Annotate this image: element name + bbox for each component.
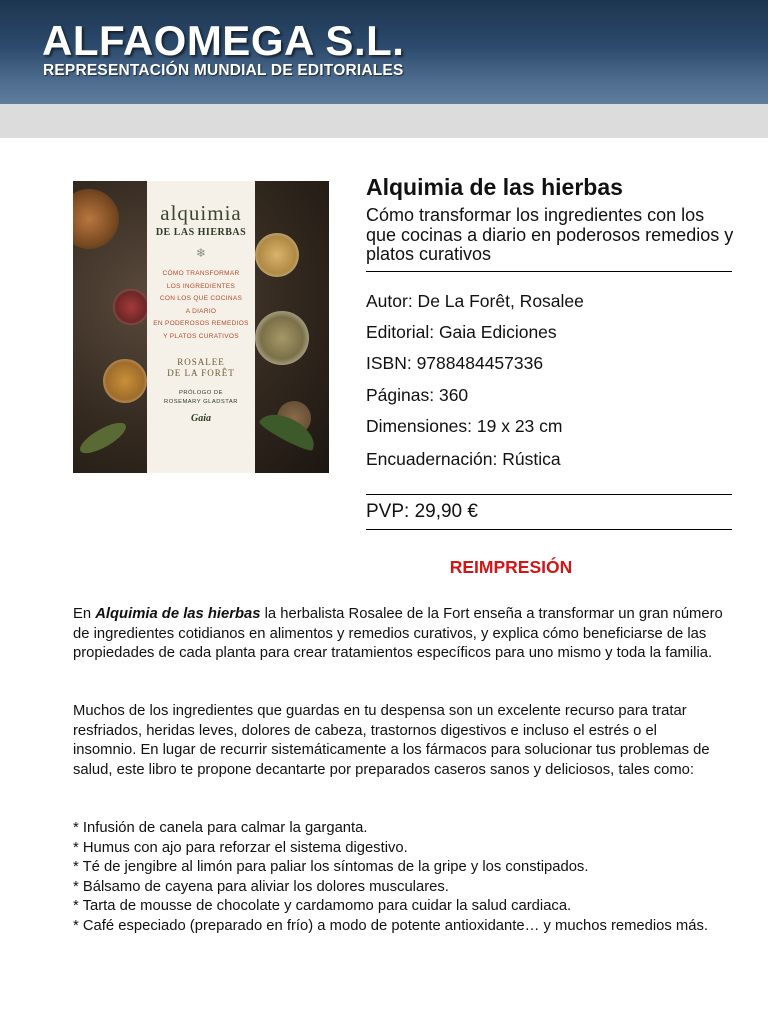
book-binding: Encuadernación: Rústica — [366, 449, 561, 469]
reprint-status: REIMPRESIÓN — [449, 557, 573, 577]
description-paragraph-2: Muchos de los ingredientes que guardas en tu despensa son un excelente recurso para tratar resfriados, heridas leves, dolores de cabeza, trastornos digestivos e incluso el estrés o el insomnio. En lugar de recurrir sistemáticamente a los fármacos para solucionar tus problemas de salud, este libro te propone decantarte por preparados caseros sanos y deliciosos, tales como: — [73, 703, 710, 778]
header-band — [0, 104, 768, 138]
book-title: Alquimia de las hierbas — [366, 174, 623, 200]
remedies-list — [73, 819, 723, 937]
cover-prolog-line: ROSEMARY GLADSTAR — [164, 399, 238, 405]
title-divider — [366, 271, 732, 272]
cover-author-line: DE LA FORÊT — [167, 368, 235, 378]
list-item: * Humus con ajo para reforzar el sistema digestivo. — [73, 839, 408, 856]
description-book-title: Alquimia de las hierbas — [95, 606, 261, 622]
book-author: Autor: De La Forêt, Rosalee — [366, 291, 584, 311]
description-prefix: En — [73, 606, 96, 622]
cover-prolog — [147, 389, 255, 407]
book-price: PVP: 29,90 € — [366, 501, 478, 522]
cover-bowl-decoration — [103, 359, 147, 403]
cover-subtitle-line: CÓMO TRANSFORMAR — [162, 270, 240, 277]
cover-bowl-decoration — [255, 311, 309, 365]
list-item: * Bálsamo de cayena para aliviar los dolores musculares. — [73, 878, 449, 895]
site-header — [0, 0, 768, 104]
book-cover-image — [73, 181, 329, 473]
list-item: * Café especiado (preparado en frío) a modo de potente antioxidante… y muchos remedios más. — [73, 917, 708, 934]
cover-title-secondary: DE LAS HIERBAS — [155, 227, 247, 238]
cover-bowl-decoration — [73, 189, 119, 249]
book-isbn: ISBN: 9788484457336 — [366, 353, 544, 373]
snowflake-icon: ❄ — [195, 246, 207, 260]
book-dimensions: Dimensiones: 19 x 23 cm — [366, 416, 563, 436]
brand-tagline: REPRESENTACIÓN MUNDIAL DE EDITORIALES — [43, 62, 404, 79]
cover-bowl-decoration — [255, 233, 299, 277]
description-text: la herbalista Rosalee de la Fort enseña a transformar un gran número de ingredientes cotidianos en alimentos y remedios curativos, y explica cómo beneficiarse de las propiedades de cada planta para crear tratamientos específicos para uno mismo y toda la familia. — [73, 606, 723, 662]
cover-subtitle-line: Y PLATOS CURATIVOS — [163, 332, 239, 340]
cover-subtitle-line: CON LOS QUE COCINAS — [159, 295, 243, 302]
price-divider-top — [366, 494, 732, 495]
list-item: * Tarta de mousse de chocolate y cardamomo para cuidar la salud cardiaca. — [73, 898, 572, 915]
list-item: * Té de jengibre al limón para paliar los síntomas de la gripe y los constipados. — [73, 859, 589, 876]
cover-title-panel — [147, 181, 255, 473]
publisher-logo: Gaia — [191, 413, 211, 424]
cover-subtitle-line: LOS INGREDIENTES — [166, 282, 236, 290]
price-divider-bottom — [366, 529, 732, 530]
brand-logo-name[interactable]: ALFAOMEGA S.L. — [42, 17, 405, 64]
list-item: * Infusión de canela para calmar la garganta. — [73, 820, 368, 836]
cover-prolog-line: PRÓLOGO DE — [179, 390, 223, 396]
cover-title: alquimia — [160, 201, 242, 225]
book-subtitle: Cómo transformar los ingredientes con los que cocinas a diario en poderosos remedios y platos curativos — [366, 205, 734, 264]
cover-author-line: ROSALEE — [177, 357, 225, 367]
cover-bowl-decoration — [113, 289, 149, 325]
cover-subtitle-line: A DIARIO — [185, 307, 217, 315]
description-paragraph-1 — [73, 605, 723, 664]
cover-subtitle-line: EN PODEROSOS REMEDIOS — [153, 320, 249, 327]
cover-leaf-decoration — [76, 417, 130, 459]
cover-subtitle — [147, 268, 255, 343]
book-pages: Páginas: 360 — [366, 385, 469, 405]
book-publisher: Editorial: Gaia Ediciones — [366, 322, 557, 342]
cover-author — [147, 357, 255, 379]
